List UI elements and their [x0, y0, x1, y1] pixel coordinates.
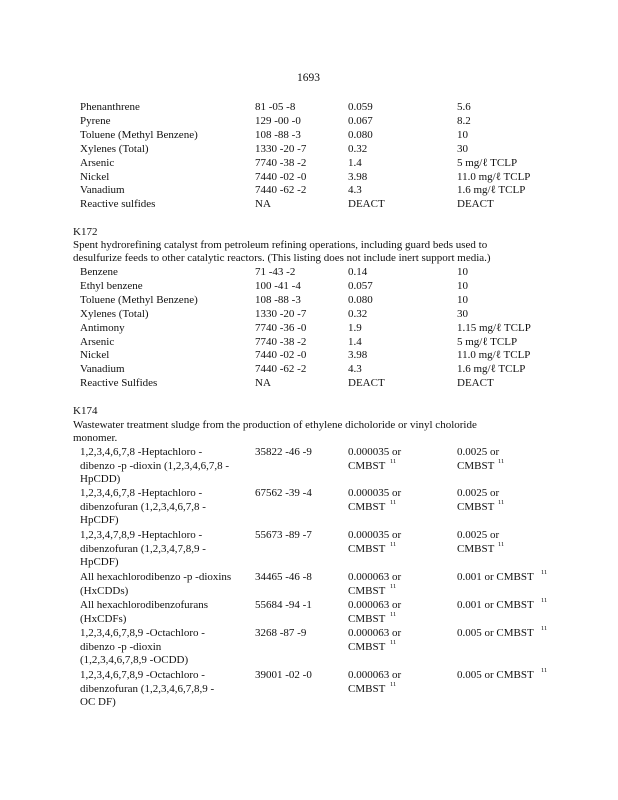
- footnote-marker: 11: [390, 639, 397, 646]
- nonwastewater-standard: 0.005 or CMBST: [457, 669, 534, 681]
- constituent-name: Arsenic: [80, 335, 115, 348]
- nonwastewater-standard: 30: [457, 307, 468, 320]
- nonwastewater-standard: 8.2: [457, 114, 471, 127]
- table-row: [0, 363, 618, 377]
- cas-number: 7740 -36 -0: [255, 321, 307, 334]
- wastewater-standard: 0.000063 or CMBST: [348, 571, 402, 597]
- nonwastewater-standard: 0.001 or CMBST: [457, 571, 534, 583]
- wastewater-standard: 0.000063 or CMBST: [348, 627, 402, 653]
- table-row: [0, 349, 618, 363]
- nonwastewater-standard: 5.6: [457, 101, 471, 113]
- nonwastewater-standard: 1.6 mg/ℓ TCLP: [457, 184, 526, 197]
- constituent-name: Ethyl benzene: [80, 279, 143, 292]
- cas-number: 71 -43 -2: [255, 266, 296, 278]
- wastewater-standard: 0.000035 or CMBST: [348, 487, 402, 513]
- wastewater-standard: 0.000035 or CMBST: [348, 529, 402, 555]
- cas-number: 34465 -46 -8: [255, 571, 312, 583]
- constituent-name: Xylenes (Total): [80, 142, 149, 155]
- table-row: [0, 266, 618, 280]
- nonwastewater-standard: 10: [457, 279, 468, 292]
- footnote-marker: 11: [498, 458, 505, 465]
- cas-number: 7740 -38 -2: [255, 156, 307, 169]
- table-row: [0, 115, 618, 129]
- wastewater-standard: 0.32: [348, 307, 368, 320]
- cas-number: NA: [255, 198, 271, 211]
- cas-number: 108 -88 -3: [255, 293, 301, 306]
- wastewater-standard: 0.32: [348, 142, 368, 155]
- cas-number: 7440 -02 -0: [255, 349, 307, 362]
- cas-number: 7440 -62 -2: [255, 363, 307, 376]
- footnote-marker: 11: [390, 499, 397, 506]
- constituent-name: Reactive sulfides: [80, 198, 156, 211]
- footnote-marker: 11: [390, 458, 397, 465]
- footnote-marker: 11: [390, 541, 397, 548]
- footnote-marker: 11: [498, 541, 505, 548]
- wastewater-standard: 0.14: [348, 266, 368, 278]
- table-row: [0, 336, 618, 350]
- wastewater-standard: 4.3: [348, 363, 362, 376]
- table-row: [0, 101, 618, 115]
- k172-description-line2: desulfurize feeds to other catalytic reactors. (This listing does not include inert support media.): [73, 252, 491, 264]
- wastewater-standard: 0.000063 or CMBST: [348, 599, 402, 625]
- constituent-name: Reactive Sulfides: [80, 377, 158, 390]
- nonwastewater-standard: DEACT: [457, 198, 494, 211]
- cas-number: 67562 -39 -4: [255, 487, 312, 499]
- k174-code: K174: [73, 405, 98, 417]
- cas-number: 81 -05 -8: [255, 101, 296, 113]
- page-number: 1693: [297, 72, 320, 84]
- k172-description-line1: Spent hydrorefining catalyst from petroleum refining operations, including guard beds used to: [73, 239, 488, 251]
- wastewater-standard: 0.067: [348, 114, 373, 127]
- cas-number: 1330 -20 -7: [255, 142, 307, 155]
- footnote-marker: 11: [541, 667, 548, 674]
- wastewater-standard: 0.059: [348, 101, 373, 113]
- wastewater-standard: 1.9: [348, 321, 362, 334]
- nonwastewater-standard: 0.0025 or CMBST: [457, 487, 500, 513]
- table-row: [0, 184, 618, 198]
- table-row: [0, 198, 618, 212]
- wastewater-standard: DEACT: [348, 198, 385, 211]
- constituent-name: All hexachlorodibenzofurans (HxCDFs): [80, 599, 208, 625]
- cas-number: 7440 -02 -0: [255, 170, 307, 183]
- table-row: [0, 171, 618, 185]
- wastewater-standard: 1.4: [348, 335, 362, 348]
- nonwastewater-standard: 5 mg/ℓ TCLP: [457, 156, 518, 169]
- constituent-name: 1,2,3,4,6,7,8,9 -Octachloro - dibenzo -p -dioxin (1,2,3,4,6,7,8,9 -OCDD): [80, 627, 205, 666]
- constituent-name: Vanadium: [80, 184, 125, 197]
- table-row: [0, 280, 618, 294]
- constituent-name: 1,2,3,4,7,8,9 -Heptachloro - dibenzofuran (1,2,3,4,7,8,9 - HpCDF): [80, 529, 206, 568]
- table-row: [0, 294, 618, 308]
- nonwastewater-standard: 5 mg/ℓ TCLP: [457, 335, 518, 348]
- cas-number: 55673 -89 -7: [255, 529, 312, 541]
- nonwastewater-standard: 0.0025 or CMBST: [457, 529, 500, 555]
- table-row: [0, 157, 618, 171]
- nonwastewater-standard: 10: [457, 128, 468, 141]
- constituent-name: Antimony: [80, 321, 125, 334]
- nonwastewater-standard: 0.005 or CMBST: [457, 627, 534, 639]
- cas-number: 35822 -46 -9: [255, 446, 312, 458]
- cas-number: 55684 -94 -1: [255, 599, 312, 611]
- footnote-marker: 11: [541, 625, 548, 632]
- cas-number: 129 -00 -0: [255, 114, 301, 127]
- table-row: [0, 322, 618, 336]
- footnote-marker: 11: [541, 597, 548, 604]
- wastewater-standard: 0.057: [348, 279, 373, 292]
- nonwastewater-standard: 10: [457, 266, 468, 278]
- constituent-name: Vanadium: [80, 363, 125, 376]
- wastewater-standard: DEACT: [348, 377, 385, 390]
- nonwastewater-standard: 11.0 mg/ℓ TCLP: [457, 349, 531, 362]
- cas-number: 1330 -20 -7: [255, 307, 307, 320]
- cas-number: 108 -88 -3: [255, 128, 301, 141]
- table-row: [0, 308, 618, 322]
- constituent-name: Xylenes (Total): [80, 307, 149, 320]
- footnote-marker: 11: [390, 583, 397, 590]
- constituent-name: Toluene (Methyl Benzene): [80, 293, 198, 306]
- constituent-name: 1,2,3,4,6,7,8,9 -Octachloro - dibenzofuran (1,2,3,4,6,7,8,9 - OC DF): [80, 669, 215, 708]
- nonwastewater-standard: DEACT: [457, 377, 494, 390]
- nonwastewater-standard: 0.0025 or CMBST: [457, 446, 500, 472]
- nonwastewater-standard: 11.0 mg/ℓ TCLP: [457, 170, 531, 183]
- constituent-name: 1,2,3,4,6,7,8 -Heptachloro - dibenzo -p -dioxin (1,2,3,4,6,7,8 - HpCDD): [80, 446, 230, 485]
- wastewater-standard: 3.98: [348, 170, 368, 183]
- k174-description-line1: Wastewater treatment sludge from the production of ethylene dicholoride or vinyl choloride: [73, 419, 477, 431]
- wastewater-standard: 1.4: [348, 156, 362, 169]
- constituent-name: Toluene (Methyl Benzene): [80, 128, 198, 141]
- nonwastewater-standard: 1.15 mg/ℓ TCLP: [457, 321, 531, 334]
- constituent-name: 1,2,3,4,6,7,8 -Heptachloro - dibenzofuran (1,2,3,4,6,7,8 - HpCDF): [80, 487, 206, 526]
- nonwastewater-standard: 30: [457, 142, 468, 155]
- wastewater-standard: 0.000035 or CMBST: [348, 446, 402, 472]
- cas-number: 7740 -38 -2: [255, 335, 307, 348]
- wastewater-standard: 0.000063 or CMBST: [348, 669, 402, 695]
- constituent-name: Pyrene: [80, 114, 111, 127]
- wastewater-standard: 4.3: [348, 184, 362, 197]
- cas-number: NA: [255, 377, 271, 390]
- cas-number: 39001 -02 -0: [255, 669, 312, 681]
- footnote-marker: 11: [541, 569, 548, 576]
- footnote-marker: 11: [390, 681, 397, 688]
- constituent-name: Nickel: [80, 170, 110, 183]
- constituent-name: Phenanthrene: [80, 101, 140, 113]
- table-row: [0, 129, 618, 143]
- constituent-name: All hexachlorodibenzo -p -dioxins (HxCDDs): [80, 571, 232, 597]
- nonwastewater-standard: 0.001 or CMBST: [457, 599, 534, 611]
- constituent-name: Nickel: [80, 349, 110, 362]
- table-row: [0, 377, 618, 391]
- wastewater-standard: 0.080: [348, 293, 373, 306]
- cas-number: 100 -41 -4: [255, 279, 301, 292]
- table-row: [0, 143, 618, 157]
- nonwastewater-standard: 10: [457, 293, 468, 306]
- footnote-marker: 11: [390, 611, 397, 618]
- cas-number: 3268 -87 -9: [255, 627, 307, 639]
- footnote-marker: 11: [498, 499, 505, 506]
- cas-number: 7440 -62 -2: [255, 184, 307, 197]
- k174-description-line2: monomer.: [73, 432, 118, 444]
- wastewater-standard: 3.98: [348, 349, 368, 362]
- wastewater-standard: 0.080: [348, 128, 373, 141]
- nonwastewater-standard: 1.6 mg/ℓ TCLP: [457, 363, 526, 376]
- k172-code: K172: [73, 226, 98, 238]
- constituent-name: Benzene: [80, 266, 118, 278]
- constituent-name: Arsenic: [80, 156, 115, 169]
